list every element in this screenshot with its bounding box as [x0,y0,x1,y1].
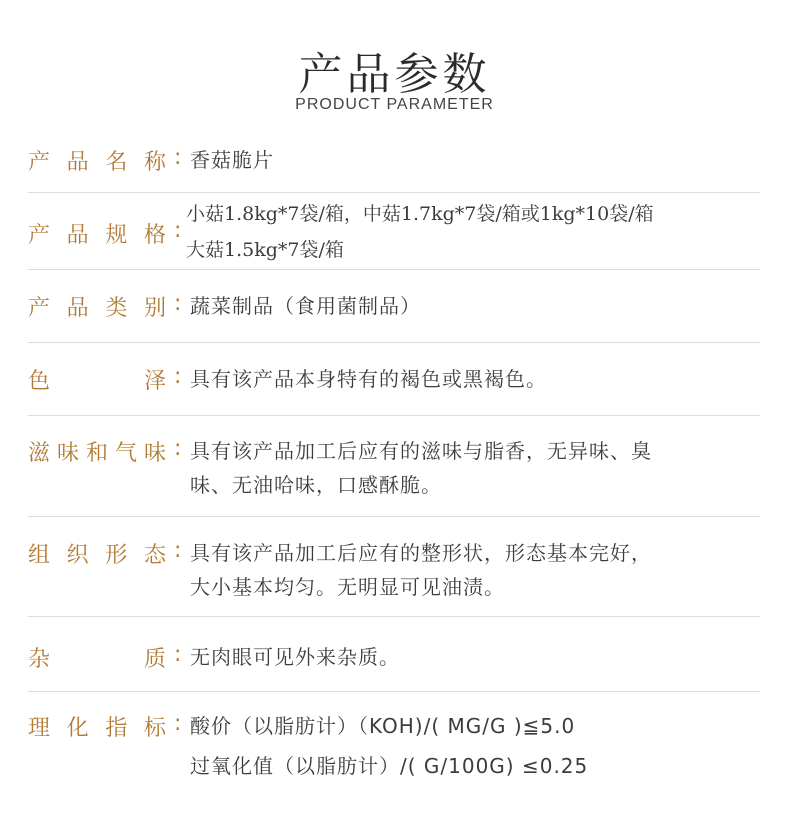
param-colon: : [174,711,182,736]
row-divider [28,269,760,270]
param-colon: : [174,642,182,667]
param-label: 组 织 形 态 [28,542,166,568]
param-label: 色 泽 [28,368,166,394]
row-divider [28,616,760,617]
param-colon: : [174,436,182,461]
row-divider [28,342,760,343]
param-label: 杂 质 [28,646,166,672]
param-label: 产 品 名 称 [28,149,166,175]
param-colon: : [174,218,182,243]
row-divider [28,516,760,517]
param-value: 小菇1.8kg*7袋/箱，中菇1.7kg*7袋/箱或1kg*10袋/箱 大菇1.5kg*7袋/箱 [186,203,654,261]
param-colon: : [174,364,182,389]
param-label: 滋 味 和 气 味 [28,440,166,466]
param-label: 产 品 类 别 [28,295,166,321]
param-colon: : [174,145,182,170]
param-colon: : [174,538,182,563]
param-value: 无肉眼可见外来杂质。 [190,645,400,669]
param-label: 理 化 指 标 [28,715,166,741]
param-value: 酸价（以脂肪计）（KOH)/( MG/G )≦5.0 过氧化值（以脂肪计）/( G/100G) ≤0.25 [190,714,589,778]
row-divider [28,691,760,692]
param-value: 蔬菜制品（食用菌制品） [190,294,421,318]
row-divider [28,192,760,193]
page-title: 产品参数 [298,49,491,100]
param-colon: : [174,291,182,316]
param-value: 具有该产品加工后应有的滋味与脂香，无异味、臭 味、无油哈味，口感酥脆。 [190,439,652,497]
page-subtitle: PRODUCT PARAMETER [295,96,494,113]
param-value: 香菇脆片 [190,148,274,172]
row-divider [28,415,760,416]
param-value: 具有该产品本身特有的褐色或黑褐色。 [190,367,547,391]
param-label: 产 品 规 格 [28,222,166,248]
param-value: 具有该产品加工后应有的整形状，形态基本完好， 大小基本均匀。无明显可见油渍。 [190,541,652,599]
